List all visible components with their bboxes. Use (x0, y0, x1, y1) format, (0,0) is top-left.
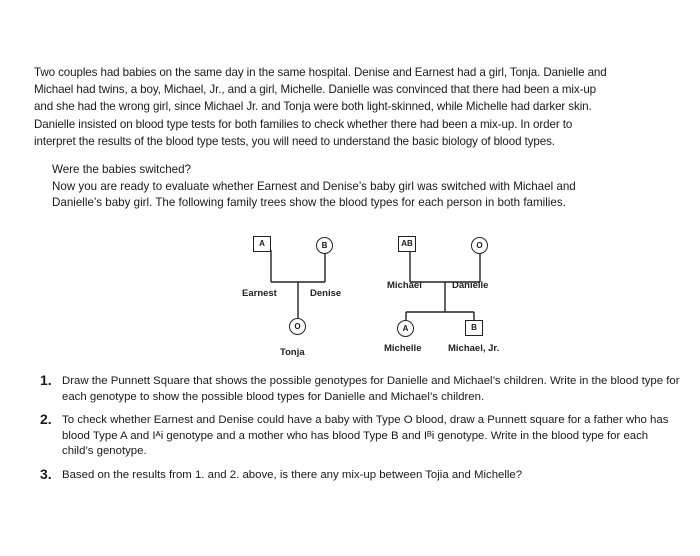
tonja-label: Tonja (280, 347, 305, 358)
michelle-label: Michelle (384, 343, 422, 354)
task-number: 3. (40, 465, 52, 482)
task-number: 1. (40, 372, 52, 388)
question-section (52, 162, 664, 212)
michael-jr-label: Michael, Jr. (448, 343, 500, 354)
tonja-symbol: O (289, 318, 306, 335)
question-line: Danielle’s baby girl. The following family trees show the blood types for each person in both families. (52, 196, 566, 210)
intro-line: interpret the results of the blood type tests, you will need to understand the basic biology of blood types. (34, 134, 555, 148)
denise-label: Denise (310, 288, 342, 299)
denise-symbol: B (316, 237, 333, 254)
question-heading: Were the babies switched? (52, 163, 191, 176)
task-text: Draw the Punnett Square that shows the possible genotypes for Danielle and Michael’s children. Write in the blood type for each genotype to show the possible blood types for Danielle and Michael’s children. (62, 375, 680, 403)
pedigree-chart (230, 230, 530, 360)
intro-line: Michael had twins, a boy, Michael, Jr., and a girl, Michelle. Danielle was convinced that there had been a mix-up (34, 83, 597, 97)
list-item (40, 413, 680, 460)
list-item (40, 465, 680, 484)
danielle-symbol: O (471, 237, 488, 254)
michael-symbol: AB (398, 236, 416, 252)
earnest-symbol: A (253, 236, 271, 252)
michael-label: Michael (387, 280, 422, 291)
intro-line: Two couples had babies on the same day in the same hospital. Denise and Earnest had a girl, Tonja. Danielle and (34, 66, 607, 79)
task-number: 2. (40, 411, 52, 428)
intro-line: and she had the wrong girl, since Michael Jr. and Tonja were both light-skinned, while Michelle had darker skin. (34, 100, 592, 114)
task-list (40, 374, 680, 492)
task-text: Based on the results from 1. and 2. above, is there any mix-up between Tojia and Michelle? (62, 468, 523, 481)
earnest-label: Earnest (242, 288, 277, 299)
danielle-label: Danielle (452, 280, 489, 291)
task-text: To check whether Earnest and Denise could have a baby with Type O blood, draw a Punnett square for a father who has blood Type A and Iᴬi genotype and a mother who has blood Type B and Iᴮi genotype. Write in the blood type for each child’s genotype. (62, 414, 669, 458)
list-item (40, 374, 680, 405)
intro-paragraph (34, 64, 662, 150)
question-line: Now you are ready to evaluate whether Earnest and Denise’s baby girl was switched with Michael and (52, 179, 576, 193)
michael-jr-symbol: B (465, 320, 483, 336)
michelle-symbol: A (397, 320, 414, 337)
intro-line: Danielle insisted on blood type tests for both families to check whether there had been a mix-up. In order to (34, 117, 573, 131)
